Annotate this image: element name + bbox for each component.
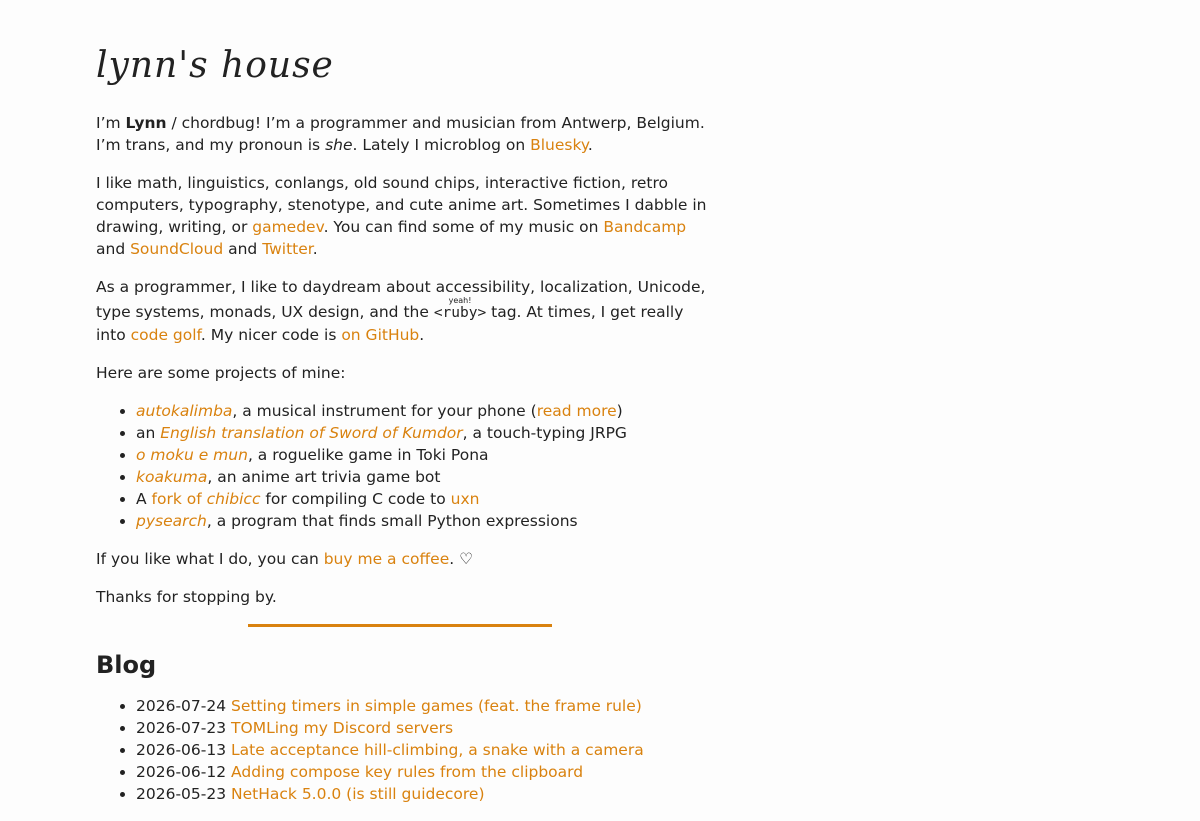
list-item: • o moku e mun, a roguelike game in Toki Pona bbox=[136, 444, 708, 466]
list-item: • pysearch, a program that finds small Python expressions bbox=[136, 510, 708, 532]
list-item bbox=[136, 695, 708, 717]
intro-paragraph-3: As a programmer, I like to daydream about accessibility, localization, Unicode, type systems, monads, UX design, and the <ruby>yeah! tag. At times, I get really into code golf. My nicer code is on GitHub. bbox=[96, 278, 706, 344]
github-link[interactable]: on GitHub bbox=[341, 326, 420, 344]
pysearch-link[interactable]: pysearch bbox=[136, 512, 207, 530]
ruby-annotation: yeah! bbox=[433, 296, 487, 305]
bluesky-link[interactable]: Bluesky bbox=[530, 136, 588, 154]
intro-paragraph-1: I’m Lynn / chordbug! I’m a programmer and musician from Antwerp, Belgium. I’m trans, and my pronoun is she. Lately I microblog on Bluesky. bbox=[96, 114, 705, 154]
buy-me-a-coffee-link[interactable]: buy me a coffee bbox=[323, 550, 450, 568]
page-content bbox=[96, 40, 708, 821]
coffee-paragraph: If you like what I do, you can buy me a coffee. ♡ bbox=[96, 550, 473, 568]
list-item bbox=[136, 783, 708, 805]
post-date: 2026-06-13 bbox=[136, 741, 227, 759]
read-more-link[interactable]: read more bbox=[536, 402, 617, 420]
post-link[interactable]: Late acceptance hill-climbing, a snake with a camera bbox=[231, 741, 644, 759]
o-moku-e-mun-link[interactable]: o moku e mun bbox=[136, 446, 248, 464]
autokalimba-link[interactable]: autokalimba bbox=[136, 402, 233, 420]
list-item: • A fork of chibicc for compiling C code to uxn bbox=[136, 488, 708, 510]
post-date: 2026-07-23 bbox=[136, 719, 227, 737]
post-link[interactable]: TOMLing my Discord servers bbox=[231, 719, 454, 737]
koakuma-link[interactable]: koakuma bbox=[136, 468, 208, 486]
uxn-link[interactable]: uxn bbox=[450, 490, 480, 508]
twitter-link[interactable]: Twitter bbox=[262, 240, 313, 258]
section-divider bbox=[248, 624, 552, 627]
pronoun: she bbox=[325, 136, 353, 154]
post-date: 2026-05-23 bbox=[136, 785, 227, 803]
blog-post-list bbox=[96, 695, 708, 805]
list-item: • koakuma, an anime art trivia game bot bbox=[136, 466, 708, 488]
code-golf-link[interactable]: code golf bbox=[130, 326, 201, 344]
projects-list bbox=[96, 400, 708, 532]
bandcamp-link[interactable]: Bandcamp bbox=[603, 218, 687, 236]
list-item: • an English translation of Sword of Kumdor, a touch-typing JRPG bbox=[136, 422, 708, 444]
ruby-tag-example bbox=[433, 296, 487, 321]
blog-heading: Blog bbox=[96, 651, 157, 679]
projects-intro: Here are some projects of mine: bbox=[96, 364, 346, 382]
list-item: • autokalimba, a musical instrument for your phone (read more) bbox=[136, 400, 708, 422]
gamedev-link[interactable]: gamedev bbox=[252, 218, 324, 236]
post-date: 2026-06-12 bbox=[136, 763, 227, 781]
soundcloud-link[interactable]: SoundCloud bbox=[130, 240, 224, 258]
intro-paragraph-2: I like math, linguistics, conlangs, old sound chips, interactive fiction, retro computers, typography, stenotype, and cute anime art. Sometimes I dabble in drawing, writing, or gamedev. You can find some of my music on Bandcamp and SoundCloud and Twitter. bbox=[96, 174, 707, 258]
ruby-base: <ruby> bbox=[433, 305, 487, 321]
post-link[interactable]: Adding compose key rules from the clipboard bbox=[231, 763, 584, 781]
thanks-text: Thanks for stopping by. bbox=[96, 588, 277, 606]
author-name: Lynn bbox=[125, 114, 167, 132]
post-link[interactable]: Setting timers in simple games (feat. the frame rule) bbox=[231, 697, 642, 715]
list-item bbox=[136, 739, 708, 761]
site-title: lynn's house bbox=[96, 45, 334, 86]
post-date: 2026-07-24 bbox=[136, 697, 227, 715]
list-item bbox=[136, 761, 708, 783]
sword-of-kumdor-link[interactable]: English translation of Sword of Kumdor bbox=[160, 424, 463, 442]
post-link[interactable]: NetHack 5.0.0 (is still guidecore) bbox=[231, 785, 485, 803]
chibicc-fork-link[interactable]: fork of chibicc bbox=[151, 490, 261, 508]
list-item bbox=[136, 717, 708, 739]
